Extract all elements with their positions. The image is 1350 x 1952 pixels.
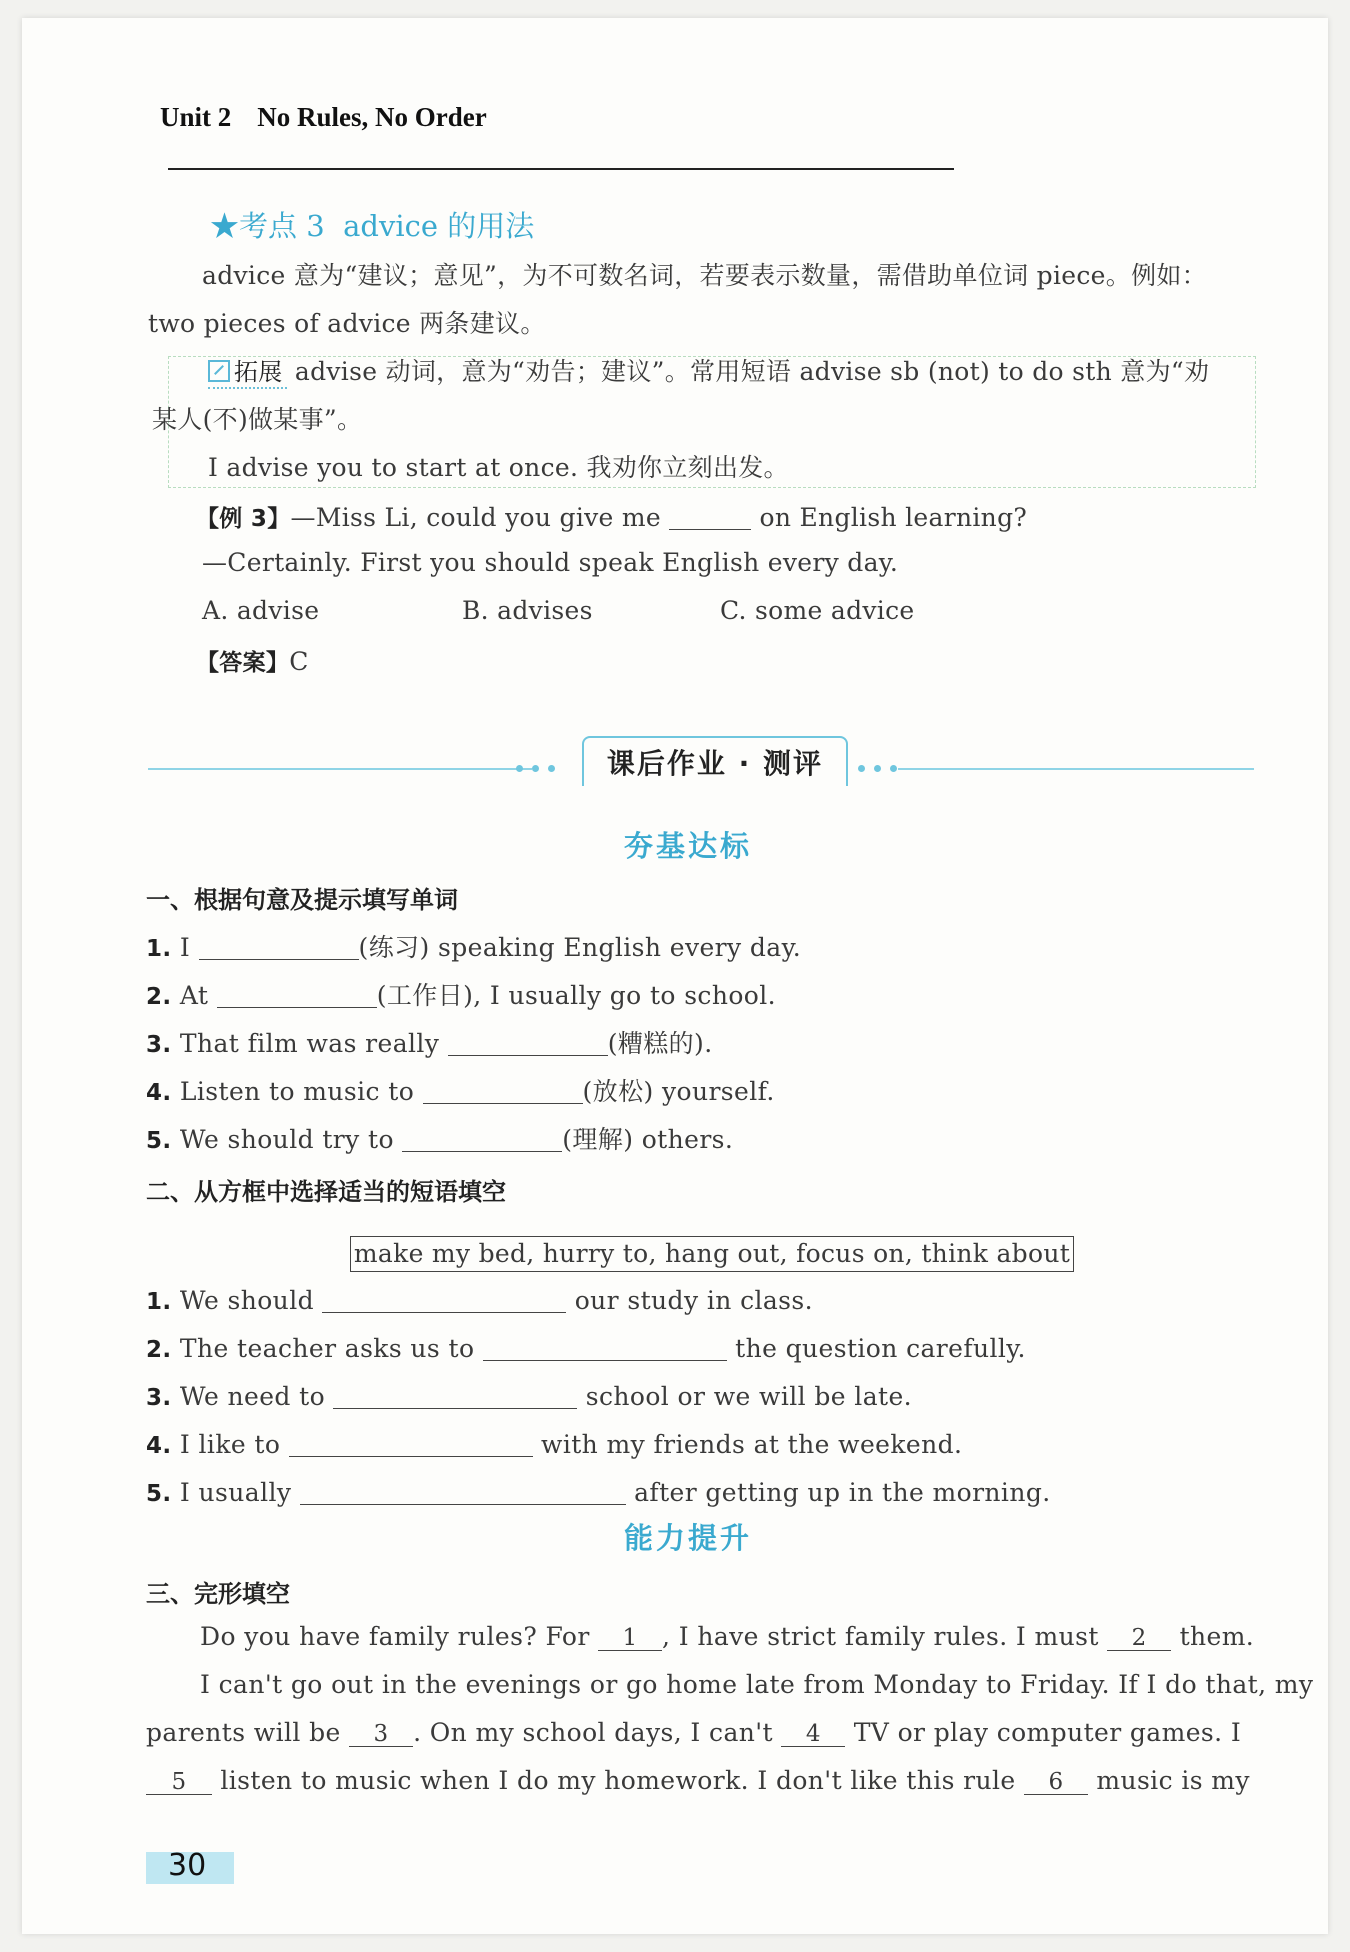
banner-line-right	[898, 768, 1254, 770]
section-ability-title: 能力提升	[624, 1521, 753, 1555]
banner-dot	[516, 765, 523, 772]
example3-blank	[669, 507, 751, 530]
cloze-line2: I can't go out in the evenings or go home late from Monday to Friday. If I do that, my	[200, 1670, 1314, 1699]
item-number: 1.	[146, 1289, 172, 1315]
item-text: I usually	[179, 1478, 292, 1507]
extension-badge	[208, 352, 287, 389]
cloze-text: TV or play computer games. I	[853, 1718, 1242, 1747]
cloze-blank: 6	[1024, 1770, 1088, 1795]
cloze-blank: 5	[146, 1770, 212, 1795]
item-number: 5.	[146, 1481, 172, 1507]
example3-option-c: C. some advice	[720, 596, 915, 625]
cloze-line3	[146, 1718, 1241, 1747]
item-number: 5.	[146, 1128, 172, 1154]
item-number: 4.	[146, 1433, 172, 1459]
item-text: I like to	[179, 1430, 281, 1459]
part1-item	[146, 1072, 775, 1108]
answer-blank	[300, 1482, 626, 1505]
item-text: Listen to music to	[179, 1077, 415, 1106]
phrase-box: make my bed, hurry to, hang out, focus on, think about	[350, 1236, 1074, 1272]
part2-item	[146, 1382, 912, 1411]
page	[22, 18, 1328, 1934]
extension-line1-row	[208, 352, 1209, 389]
page-number: 30	[168, 1848, 207, 1883]
item-text: after getting up in the morning.	[634, 1478, 1051, 1507]
extension-line1: advise 动词，意为“劝告；建议”。常用短语 advise sb (not) to do sth 意为“劝	[294, 357, 1210, 386]
answer-blank	[402, 1129, 562, 1152]
item-text: We should	[179, 1286, 314, 1315]
banner-title: 课后作业 · 测评	[606, 747, 824, 780]
answer-blank	[199, 937, 359, 960]
unit-title: No Rules, No Order	[257, 102, 487, 132]
point3-heading-title: advice 的用法	[343, 209, 535, 243]
part1-item	[146, 976, 776, 1012]
answer-blank	[483, 1338, 727, 1361]
item-text: We need to	[179, 1382, 326, 1411]
item-number: 4.	[146, 1080, 172, 1106]
item-number: 3.	[146, 1032, 172, 1058]
point3-heading-prefix: ★考点 3	[210, 209, 325, 243]
item-text: our study in class.	[574, 1286, 813, 1315]
item-text: (练习) speaking English every day.	[358, 933, 802, 962]
part1-item	[146, 928, 801, 964]
section-basic-title: 夯基达标	[624, 829, 753, 863]
example3-option-a: A. advise	[202, 596, 320, 625]
banner-dot	[548, 765, 555, 772]
answer-blank	[423, 1081, 583, 1104]
cloze-text: parents will be	[146, 1718, 341, 1747]
part2-item	[146, 1334, 1026, 1363]
answer-blank	[289, 1434, 533, 1457]
item-text: with my friends at the weekend.	[541, 1430, 963, 1459]
point3-heading	[210, 204, 534, 245]
part2-item	[146, 1286, 813, 1315]
part3-heading: 三、完形填空	[146, 1580, 290, 1608]
cloze-text: listen to music when I do my homework. I don't like this rule	[220, 1766, 1016, 1795]
item-text: (放松) yourself.	[582, 1077, 775, 1106]
item-text: (糟糕的).	[607, 1029, 713, 1058]
answer-value: C	[289, 647, 309, 676]
item-text: school or we will be late.	[585, 1382, 912, 1411]
item-text: We should try to	[179, 1125, 394, 1154]
cloze-blank: 2	[1107, 1626, 1171, 1651]
example3-answer-line: —Certainly. First you should speak English every day.	[202, 548, 899, 577]
item-number: 2.	[146, 1337, 172, 1363]
answer-label: 【答案】	[196, 650, 290, 676]
part1-heading: 一、根据句意及提示填写单词	[146, 886, 458, 914]
extension-line3: I advise you to start at once. 我劝你立刻出发。	[208, 453, 789, 482]
example3-question: —Miss Li, could you give me	[290, 503, 661, 532]
extension-badge-label: 拓展	[234, 358, 283, 386]
part1-item	[146, 1024, 713, 1060]
answer-blank	[448, 1033, 608, 1056]
cloze-line4	[146, 1766, 1250, 1795]
item-number: 3.	[146, 1385, 172, 1411]
running-header	[160, 102, 487, 133]
banner-dot	[890, 765, 897, 772]
cloze-text: them.	[1179, 1622, 1255, 1651]
extension-line2: 某人(不)做某事”。	[152, 405, 363, 434]
banner-dot	[874, 765, 881, 772]
cloze-text: music is my	[1096, 1766, 1250, 1795]
cloze-line1	[200, 1622, 1254, 1651]
item-text: (工作日), I usually go to school.	[376, 981, 776, 1010]
item-text: The teacher asks us to	[179, 1334, 475, 1363]
example3-option-b: B. advises	[462, 596, 593, 625]
item-number: 2.	[146, 984, 172, 1010]
cloze-blank: 3	[349, 1722, 413, 1747]
header-rule	[168, 168, 954, 170]
part2-heading: 二、从方框中选择适当的短语填空	[146, 1178, 506, 1206]
cloze-text: , I have strict family rules. I must	[662, 1622, 1099, 1651]
example3-answer-row	[196, 644, 309, 677]
example3-question-end: on English learning?	[759, 503, 1028, 532]
point3-line2: two pieces of advice 两条建议。	[148, 309, 546, 338]
answer-blank	[322, 1290, 566, 1313]
arrow-box-icon	[208, 360, 230, 382]
part2-item	[146, 1478, 1051, 1507]
item-text: At	[179, 981, 209, 1010]
item-text: (理解) others.	[562, 1125, 734, 1154]
cloze-blank: 4	[781, 1722, 845, 1747]
banner-dot	[532, 765, 539, 772]
banner-dot	[858, 765, 865, 772]
point3-line1: advice 意为“建议；意见”，为不可数名词，若要表示数量，需借助单位词 piece。例如：	[202, 261, 1207, 290]
cloze-text: . On my school days, I can't	[413, 1718, 773, 1747]
part1-item	[146, 1120, 733, 1156]
item-text: the question carefully.	[735, 1334, 1026, 1363]
item-number: 1.	[146, 936, 172, 962]
example3-question-row	[196, 500, 1027, 533]
part2-item	[146, 1430, 962, 1459]
item-text: That film was really	[179, 1029, 440, 1058]
unit-label: Unit 2	[160, 102, 232, 132]
answer-blank	[333, 1386, 577, 1409]
item-text: I	[179, 933, 191, 962]
answer-blank	[217, 985, 377, 1008]
banner-line-left	[148, 768, 532, 770]
example3-label: 【例 3】	[196, 506, 291, 532]
cloze-text: Do you have family rules? For	[200, 1622, 590, 1651]
cloze-blank: 1	[598, 1626, 662, 1651]
